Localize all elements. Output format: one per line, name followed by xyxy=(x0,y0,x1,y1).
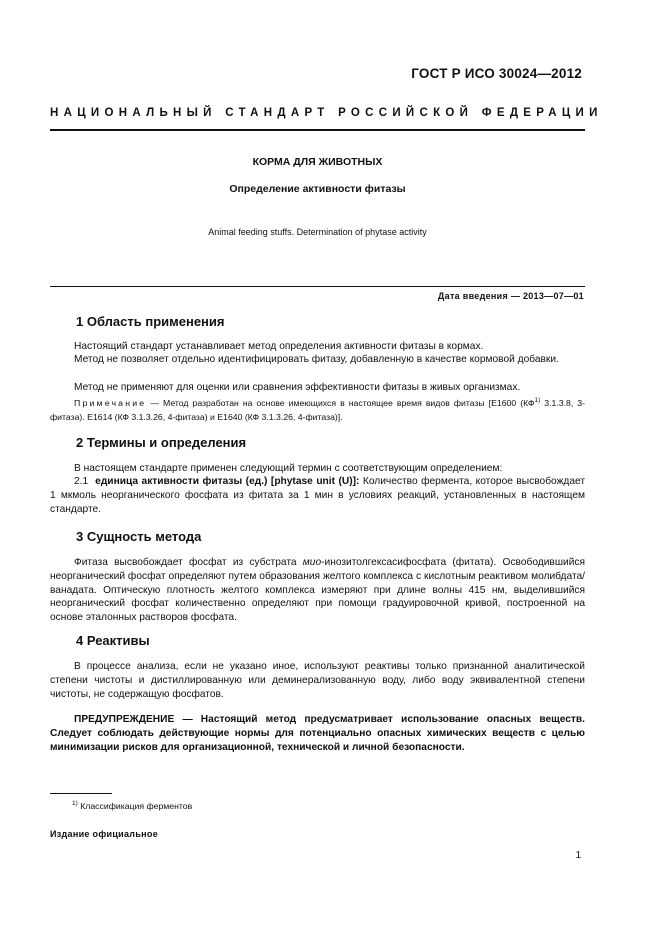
section-3-paragraph-1 xyxy=(50,556,585,625)
section-3-heading: 3 Сущность метода xyxy=(76,529,202,544)
section-1-heading: 1 Область применения xyxy=(76,314,225,329)
footnote xyxy=(72,801,192,811)
title-english: Animal feeding stuffs. Determination of phytase activity xyxy=(208,227,427,237)
note-text-a: — Метод разработан на основе имеющихся в настоящее время видов фитазы [Е1600 (КФ xyxy=(146,398,535,408)
section-4-heading: 4 Реактивы xyxy=(76,633,150,648)
term-number: 2.1 xyxy=(74,476,89,487)
edition-label: Издание официальное xyxy=(50,829,159,839)
section-1-paragraph-3 xyxy=(50,381,585,395)
date-of-introduction: Дата введения — 2013—07—01 xyxy=(437,291,584,301)
section-3-italic-prefix: мио xyxy=(302,557,322,568)
document-id: ГОСТ Р ИСО 30024—2012 xyxy=(411,66,582,81)
section-1-paragraph-1-text: Настоящий стандарт устанавливает метод определения активности фитазы в кормах. xyxy=(74,341,484,352)
section-1-paragraph-1 xyxy=(50,340,585,354)
title-divider xyxy=(50,286,585,287)
title-sub: Определение активности фитазы xyxy=(229,183,406,195)
section-4-paragraph-1 xyxy=(50,660,585,701)
section-2-heading: 2 Термины и определения xyxy=(76,435,247,450)
term-name: единица активности фитазы (ед.) [phytase unit (U)]: xyxy=(95,476,360,487)
section-2-term-definition xyxy=(50,475,585,516)
footnote-text: Классификация ферментов xyxy=(77,801,193,811)
section-4-warning-text: ПРЕДУПРЕЖДЕНИЕ — Настоящий метод предусматривает использование опасных веществ. Следует соблюдать действующие нормы для потенциально опасных химических веществ с целью минимизации рисков для организационной, технической и личной безопасности. xyxy=(50,714,585,753)
note-footnote-mark: 1) xyxy=(534,397,541,405)
section-4-warning xyxy=(50,713,585,754)
note-text-b: 3.1.3.8, 3-фитаза). Е1614 (КФ 3.1.3.26, 4-фитаза) и Е1640 (КФ 3.1.3.26, 4-фитаза)]. xyxy=(50,398,585,422)
section-1-paragraph-3-text: Метод не применяют для оценки или сравнения эффективности фитазы в живых организмах. xyxy=(74,382,521,393)
footnote-divider xyxy=(50,793,112,794)
section-3-text-b: -инозитолгексасифосфата (фитата). Освободившийся неорганический фосфат определяют путем образования желтого комплекса с кислотным реактивом молибдата/ванадата. Оптическую плотность желтого комплекса измеряют при длине волны 415 нм, выделившийся неорганический фосфат количественно определяют при помощи градуировочной кривой, построенной на основе эталонных растворов фосфата. xyxy=(50,557,585,624)
page-number: 1 xyxy=(575,850,581,861)
section-1-paragraph-2 xyxy=(50,353,585,367)
section-4-paragraph-1-text: В процессе анализа, если не указано иное, используют реактивы только признанной аналитической степени чистоты и дистиллированную или деминерализованную воду, либо воду эквивалентной степени чистоты, не содержащую фосфатов. xyxy=(50,661,585,700)
header-divider xyxy=(50,129,585,131)
term-definition: Количество фермента, которое высвобождает 1 мкмоль неорганического фосфата из фитата за 1 мин в условиях реакций, установленных в настоящем стандарте. xyxy=(50,476,585,515)
footnote-mark: 1) xyxy=(72,800,78,808)
section-1-note xyxy=(50,397,585,424)
section-2-paragraph-1 xyxy=(50,462,585,476)
section-2-paragraph-1-text: В настоящем стандарте применен следующий термин с соответствующим определением: xyxy=(74,463,503,474)
section-1-paragraph-2-text: Метод не позволяет отдельно идентифицировать фитазу, добавленную в качестве кормовой добавки. xyxy=(74,354,559,365)
section-3-text-a: Фитаза высвобождает фосфат из субстрата xyxy=(74,557,303,568)
note-label: Примечание xyxy=(74,398,147,408)
national-standard-banner: НАЦИОНАЛЬНЫЙ СТАНДАРТ РОССИЙСКОЙ ФЕДЕРАЦИИ xyxy=(50,107,603,119)
title-main: КОРМА ДЛЯ ЖИВОТНЫХ xyxy=(252,156,383,168)
